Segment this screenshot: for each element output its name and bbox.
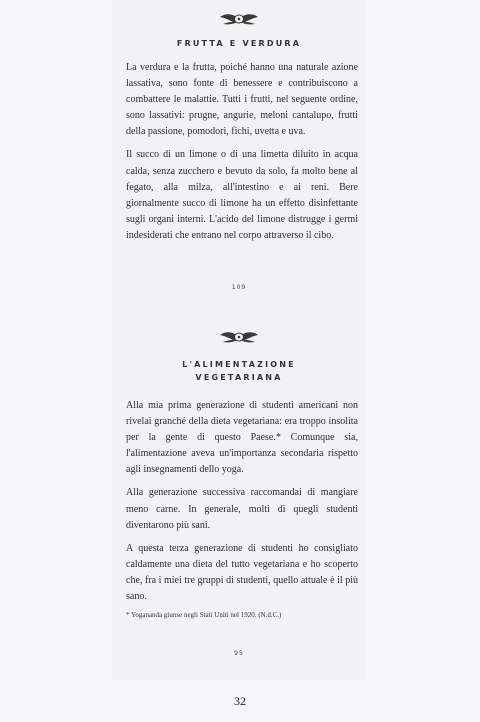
lower-page-body <box>126 398 358 612</box>
paragraph: Alla generazione successiva raccomandai di mangiare meno carne. In generale, molti di quegli studenti diventarono più sani. <box>126 487 358 531</box>
chapter-title: FRUTTA E VERDURA <box>176 39 302 48</box>
upper-book-page <box>112 0 366 312</box>
footnote: * Yogananda giunse negli Stati Uniti nel 1920. (N.d.C.) <box>126 611 282 619</box>
chapter-title <box>112 358 366 384</box>
page-folio: 95 <box>234 650 244 657</box>
upper-page-body <box>126 60 358 251</box>
winged-emblem-icon <box>219 328 259 346</box>
paragraph: Il succo di un limone o di una limetta diluito in acqua calda, senza zucchero e bevuto da solo, fa molto bene al fegato, alla milza, all'intestino e ai reni. Bere giornalmente succo di limone ha un effetto disinfettante sugli organi interni. L'acido del limone distrugge i germi indesiderati che entrano nel corpo attraverso il cibo. <box>126 149 358 241</box>
paragraph: Alla mia prima generazione di studenti americani non rivelai granché della dieta vegetariana: era troppo insolita per la gente di questo Paese.* Comunque sia, l'alimentazione aveva un'importanza secondaria rispetto agli insegnamenti dello yoga. <box>126 400 358 476</box>
page-folio: 109 <box>231 284 247 291</box>
chapter-title-line: VEGETARIANA <box>195 373 283 382</box>
sheet-page-number: 32 <box>234 694 246 708</box>
winged-emblem-icon <box>219 10 259 28</box>
chapter-title-line: L'ALIMENTAZIONE <box>182 360 296 369</box>
paragraph: A questa terza generazione di studenti ho consigliato caldamente una dieta del tutto vegetariana e ho scoperto che, fra i miei tre gruppi di studenti, quello attuale è il più sano. <box>126 542 358 603</box>
lower-book-page <box>112 312 366 680</box>
paragraph: La verdura e la frutta, poiché hanno una naturale azione lassativa, sono fonte di benessere e contribuiscono a combattere le malattie. Tutti i frutti, nel seguente ordine, sono lassativi: prugne, angurie, meloni cantalupo, frutti della passione, pomodori, fichi, uvetta e uva. <box>126 62 358 138</box>
